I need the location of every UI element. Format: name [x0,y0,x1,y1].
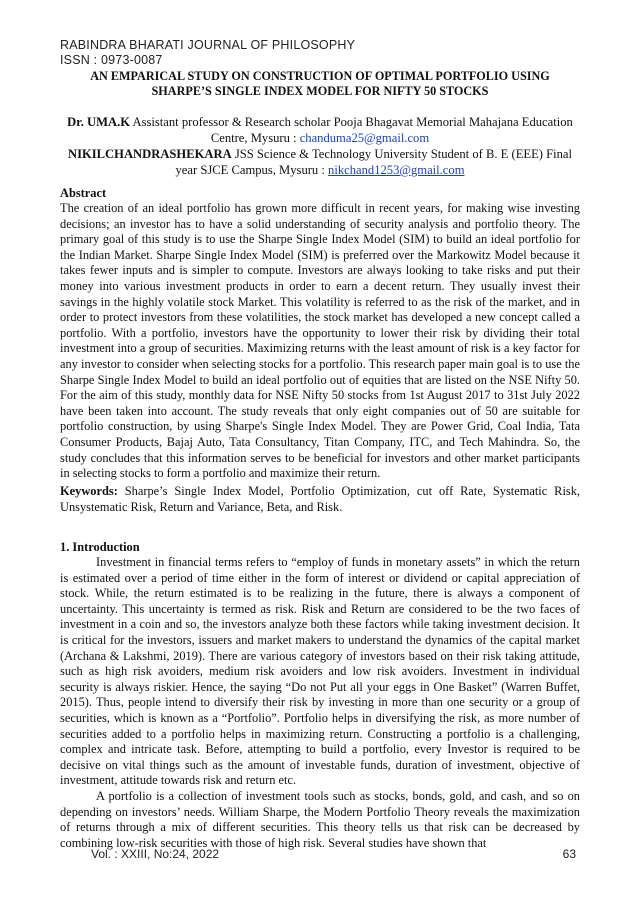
abstract-text: The creation of an ideal portfolio has grown more difficult in recent years, for making wise investing decisions; an investor has to have a solid understanding of security analysis and portfolio theory. The primary goal of this study is to use the Sharpe Single Index Model (SIM) to build an ideal portfolio for the Indian Market. Sharpe Single Index Model (SIM) is preferred over the Markowitz Model because it takes fewer inputs and is simpler to compute. Investors are always looking to take risks and put their money into various investment products in order to earn a decent return. They usually invest their savings in the highly volatile stock Market. This volatility is referred to as the risk of the market, and in order to protect investors from these volatilities, the stock market has developed a new concept called a portfolio. With a portfolio, investors have the opportunity to lower their risk by dividing their total investment into a group of securities. Maximizing returns with the least amount of risk is a key factor for any investor to consider when selecting stocks for a portfolio. This research paper main goal is to use the Sharpe Single Index Model to build an ideal portfolio out of equities that are listed on the NSE Nifty 50. For the aim of this study, monthly data for NSE Nifty 50 stocks from 1st August 2017 to 31st July 2022 have been taken into account. The study reveals that only eight companies out of 50 are suitable for portfolio construction, by using Sharpe's Single Index Model. They are Power Grid, Coal India, Tata Consumer Products, Bajaj Auto, Tata Consultancy, Titan Company, ITC, and Tech Mahindra. So, the study concludes that this information serves to be beneficial for investors and other market participants in selecting stocks to form a portfolio and maximize their return. [60,201,580,481]
author-2-email-link[interactable]: nikchand1253@gmail.com [328,163,465,177]
author-2 [60,146,580,178]
author-1-email-link[interactable]: chanduma25@gmail.com [299,131,430,145]
author-2-name: NIKILCHANDRASHEKARA [67,147,232,161]
introduction-heading: 1. Introduction [60,540,140,554]
keywords-label: Keywords: [60,484,118,498]
abstract-heading: Abstract [60,186,107,200]
introduction-body [60,555,580,851]
author-1 [60,114,580,146]
introduction-paragraph: Investment in financial terms refers to “employ of funds in monetary assets” in which the return is estimated over a period of time either in the form of interest or dividend or capital appreciation of stock. While, the return estimated is to be realizing in the future, there is always a component of uncertainty. This uncertainty is termed as risk. Risk and Return are considered to be the two faces of investment in a coin and so, the investors analyze both these factors while taking investment decision. It is critical for the investors, issuers and market makers to understand the dynamics of the capital market (Archana & Lakshmi, 2019). There are various category of investors based on their risk taking attitude, such as high risk avoiders, medium risk avoiders and low risk avoiders. Investment in individual security is always riskier. Hence, the saying “Do not Put all your eggs in One Basket” (Warren Buffet, 2015). Thus, people intend to diversify their risk by investing in more than one security or a group of securities, which is known as a “Portfolio”. Portfolio helps in diversifying the risk, as more number of securities added to a portfolio helps in maximizing return. Constructing a portfolio is a challenging, complex and intricate task. Before, attempting to build a portfolio, every Investor is required to be decisive on vital things such as the amount of investable funds, duration of investment, objective of investment, attitude towards risk and return etc. [60,555,580,788]
page-number: 63 [562,847,576,861]
author-block [60,114,580,178]
volume-info: Vol. : XXIII, No:24, 2022 [91,847,220,861]
page-footer [91,847,576,861]
paper-title: AN EMPARICAL STUDY ON CONSTRUCTION OF OPTIMAL PORTFOLIO USING SHARPE’S SINGLE INDEX MODEL FOR NIFTY 50 STOCKS [90,69,550,98]
author-1-affiliation: Assistant professor & Research scholar Pooja Bhagavat Memorial Mahajana Education Centre, Mysuru : [132,115,573,145]
keywords [60,484,580,515]
author-2-affiliation: JSS Science & Technology University Student of B. E (EEE) Final year SJCE Campus, Mysuru : [175,147,573,177]
journal-header [60,38,355,68]
author-1-name: Dr. UMA.K [67,115,131,129]
issn: ISSN : 0973-0087 [60,53,163,67]
journal-name: RABINDRA BHARATI JOURNAL OF PHILOSOPHY [60,38,356,52]
introduction-paragraph: A portfolio is a collection of investment tools such as stocks, bonds, gold, and cash, and so on depending on investors’ needs. William Sharpe, the Modern Portfolio Theory reveals the maximization of returns through a mix of different securities. This theory tells us that risk can be decreased by combining low-risk securities with those of high risk. Several studies have shown that [60,788,580,850]
keywords-text: Sharpe’s Single Index Model, Portfolio Optimization, cut off Rate, Systematic Risk, Unsystematic Risk, Return and Variance, Beta, and Risk. [60,484,580,514]
